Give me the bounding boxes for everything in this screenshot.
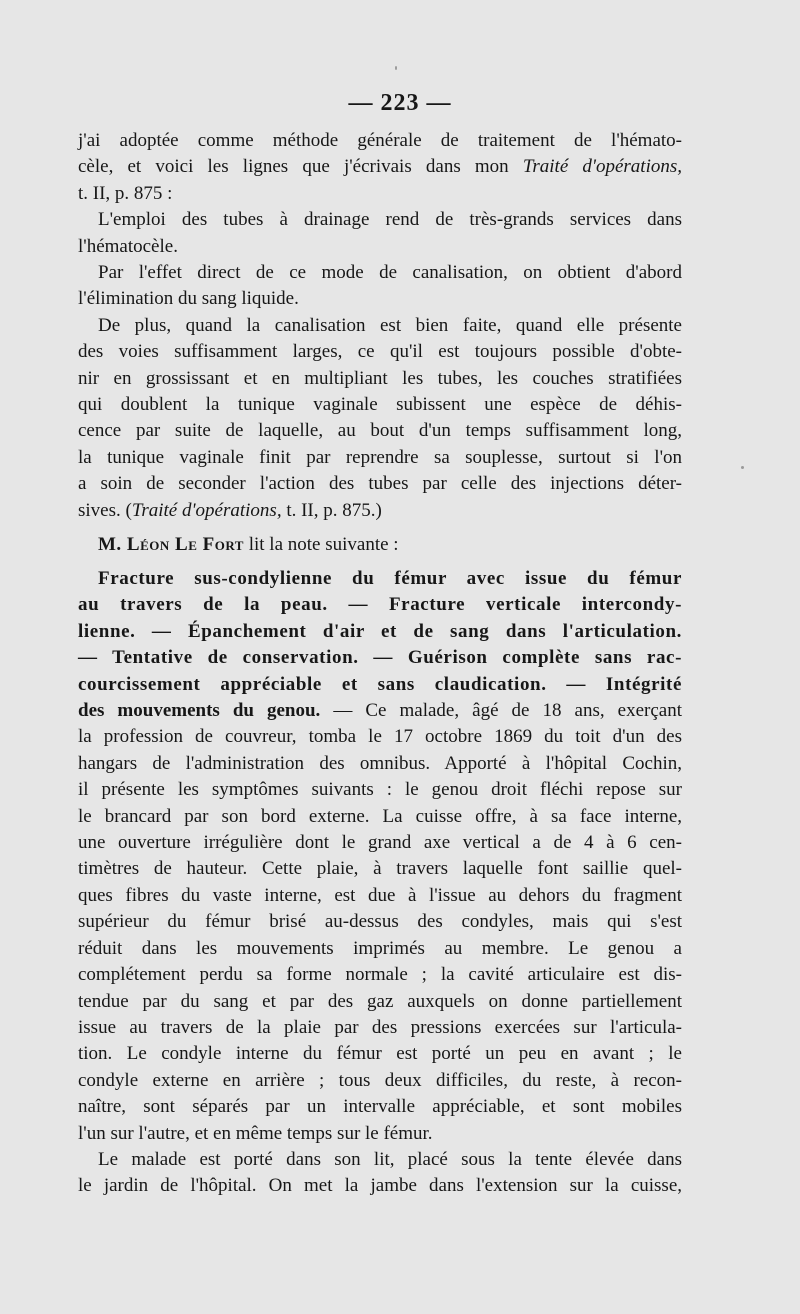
text-line: j'ai adoptée comme méthode générale de traitement de l'hémato- [78, 130, 682, 151]
speaker-line: M. Léon Le Fort lit la note suivante : [98, 534, 399, 555]
text-line: le jardin de l'hôpital. On met la jambe dans l'extension sur la cuisse, [78, 1175, 682, 1197]
paper-speck [395, 66, 397, 70]
text-line: naître, sont séparés par un intervalle appréciable, et sont mobiles [78, 1096, 682, 1118]
text-line: Le malade est porté dans son lit, placé sous la tente élevée dans [98, 1148, 682, 1170]
paragraph-intro [78, 128, 682, 207]
paragraph-drainage [78, 207, 682, 260]
title-line: — Tentative de conservation. — Guérison complète sans rac- [78, 647, 682, 669]
title-line: au travers de la peau. — Fracture verticale intercondy- [78, 594, 682, 616]
text-line: la profession de couvreur, tomba le 17 octobre 1869 du toit d'un des [78, 726, 682, 748]
text-line: une ouverture irrégulière dont le grand axe vertical a de 4 à 6 cen- [78, 832, 682, 854]
title-line: des mouvements du genou. [78, 700, 321, 722]
text-line: l'élimination du sang liquide. [78, 288, 299, 310]
text-line: L'emploi des tubes à drainage rend de très-grands services dans [98, 209, 682, 231]
text-line: nir en grossissant et en multipliant les tubes, les couches stratifiées [78, 367, 682, 389]
text-line: qui doublent la tunique vaginale subissent une espèce de déhis- [78, 394, 682, 416]
speaker-name: M. Léon Le Fort [98, 534, 244, 555]
title-line: Fracture sus-condylienne du fémur avec issue du fémur [98, 568, 682, 589]
case-section [78, 566, 682, 1200]
case-title [78, 566, 682, 1147]
paragraph-de-plus [78, 313, 682, 524]
paragraph-canalisation [78, 260, 682, 313]
text-line: sives. (Traité d'opérations, t. II, p. 875.) [78, 499, 382, 521]
text-line: le brancard par son bord externe. La cuisse offre, à sa face interne, [78, 805, 682, 827]
title-line: courcissement appréciable et sans claudication. — Intégrité [78, 673, 682, 695]
text-line: condyle externe en arrière ; tous deux difficiles, du reste, à recon- [78, 1069, 682, 1091]
text-line: il présente les symptômes suivants : le genou droit fléchi repose sur [78, 779, 682, 801]
body-text [78, 128, 682, 524]
text-line: tendue par du sang et par des gaz auxquels on donne partiellement [78, 990, 682, 1012]
text-line: De plus, quand la canalisation est bien faite, quand elle présente [98, 314, 682, 336]
text-line: l'hématocèle. [78, 235, 178, 257]
paper-speck [741, 466, 744, 469]
page-number: — 223 — [348, 90, 452, 116]
text-line: a soin de seconder l'action des tubes par celle des injections déter- [78, 473, 682, 495]
text-line: t. II, p. 875 : [78, 182, 173, 204]
italic-citation: Traité d'opérations, [131, 499, 282, 521]
text-line: timètres de hauteur. Cette plaie, à travers laquelle font saillie quel- [78, 858, 682, 880]
text-line: la tunique vaginale finit par reprendre sa souplesse, surtout si l'on [78, 446, 682, 468]
text-line: cence par suite de laquelle, au bout d'un temps suffisamment long, [78, 420, 682, 442]
text-line: réduit dans les mouvements imprimés au membre. Le genou a [78, 937, 682, 959]
text-line: issue au travers de la plaie par des pressions exercées sur l'articula- [78, 1016, 682, 1038]
text-line: cèle, et voici les lignes que j'écrivais dans mon Traité d'opérations, [78, 156, 683, 178]
text-line: tion. Le condyle interne du fémur est porté un peu en avant ; le [78, 1043, 682, 1065]
text-line: complétement perdu sa forme normale ; la cavité articulaire est dis- [78, 964, 682, 986]
text-line: hangars de l'administration des omnibus. Apporté à l'hôpital Cochin, [78, 752, 682, 774]
text-line: l'un sur l'autre, et en même temps sur le fémur. [78, 1122, 433, 1144]
text-line: ques fibres du vaste interne, est due à l'issue au dehors du fragment [78, 884, 682, 906]
text-line: supérieur du fémur brisé au-dessus des condyles, mais qui s'est [78, 911, 682, 933]
text-line: des mouvements du genou. — Ce malade, âgé de 18 ans, exerçant [78, 700, 682, 722]
text-line: Par l'effet direct de ce mode de canalisation, on obtient d'abord [98, 262, 682, 284]
title-line: lienne. — Épanchement d'air et de sang dans l'articulation. [78, 620, 682, 642]
text-line: des voies suffisamment larges, ce qu'il est toujours possible d'obte- [78, 341, 682, 363]
paragraph-final [78, 1147, 682, 1200]
italic-citation: Traité d'opérations, [522, 156, 683, 178]
